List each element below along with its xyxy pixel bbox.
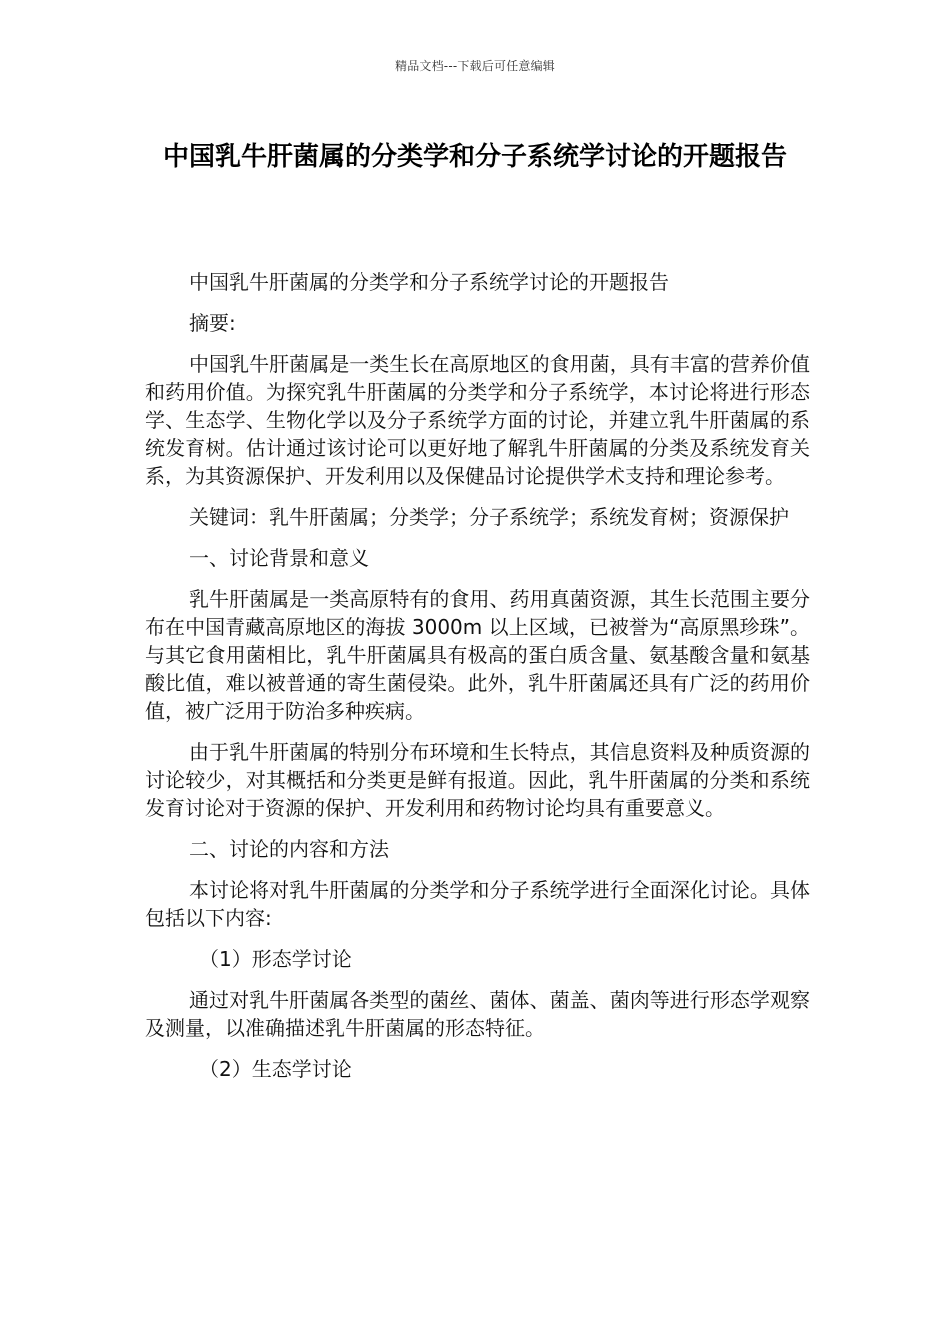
section-heading-content-methods: 二、讨论的内容和方法 [189,837,389,861]
section-heading-background: 一、讨论背景和意义 [189,546,369,570]
document-body [145,268,810,1096]
subheading-morphology: （1）形态学讨论 [199,947,352,971]
subheading-ecology: （2）生态学讨论 [199,1057,352,1081]
paragraph-abstract: 中国乳牛肝菌属是一类生长在高原地区的食用菌，具有丰富的营养价值和药用价值。为探究乳牛肝菌属的分类学和分子系统学，本讨论将进行形态学、生态学、生物化学以及分子系统学方面的讨论，并建立乳牛肝菌属的系统发育树。估计通过该讨论可以更好地了解乳牛肝菌属的分类及系统发育关系，为其资源保护、开发利用以及保健品讨论提供学术支持和理论参考。 [145,352,810,488]
paragraph-abstract-heading: 摘要: [189,311,236,335]
paragraph-content-intro: 本讨论将对乳牛肝菌属的分类学和分子系统学进行全面深化讨论。具体包括以下内容: [145,878,810,930]
page-header: 精品文档---下载后可任意编辑 [395,59,555,73]
document-title: 中国乳牛肝菌属的分类学和分子系统学讨论的开题报告 [162,142,787,172]
paragraph-title-repeat: 中国乳牛肝菌属的分类学和分子系统学讨论的开题报告 [189,270,669,294]
paragraph-background-2: 由于乳牛肝菌属的特别分布环境和生长特点，其信息资料及种质资源的讨论较少，对其概括和分类更是鲜有报道。因此，乳牛肝菌属的分类和系统发育讨论对于资源的保护、开发利用和药物讨论均具有重要意义。 [145,740,810,820]
paragraph-background-1: 乳牛肝菌属是一类高原特有的食用、药用真菌资源，其生长范围主要分布在中国青藏高原地区的海拔 3000m 以上区域，已被誉为“高原黑珍珠”。与其它食用菌相比，乳牛肝菌属具有极高的蛋白质含量、氨基酸含量和氨基酸比值，难以被普通的寄生菌侵染。此外，乳牛肝菌属还具有广泛的药用价值，被广泛用于防治多种疾病。 [145,587,810,723]
paragraph-keywords: 关键词：乳牛肝菌属；分类学；分子系统学；系统发育树；资源保护 [189,505,789,529]
paragraph-morphology: 通过对乳牛肝菌属各类型的菌丝、菌体、菌盖、菌肉等进行形态学观察及测量，以准确描述乳牛肝菌属的形态特征。 [145,988,810,1040]
